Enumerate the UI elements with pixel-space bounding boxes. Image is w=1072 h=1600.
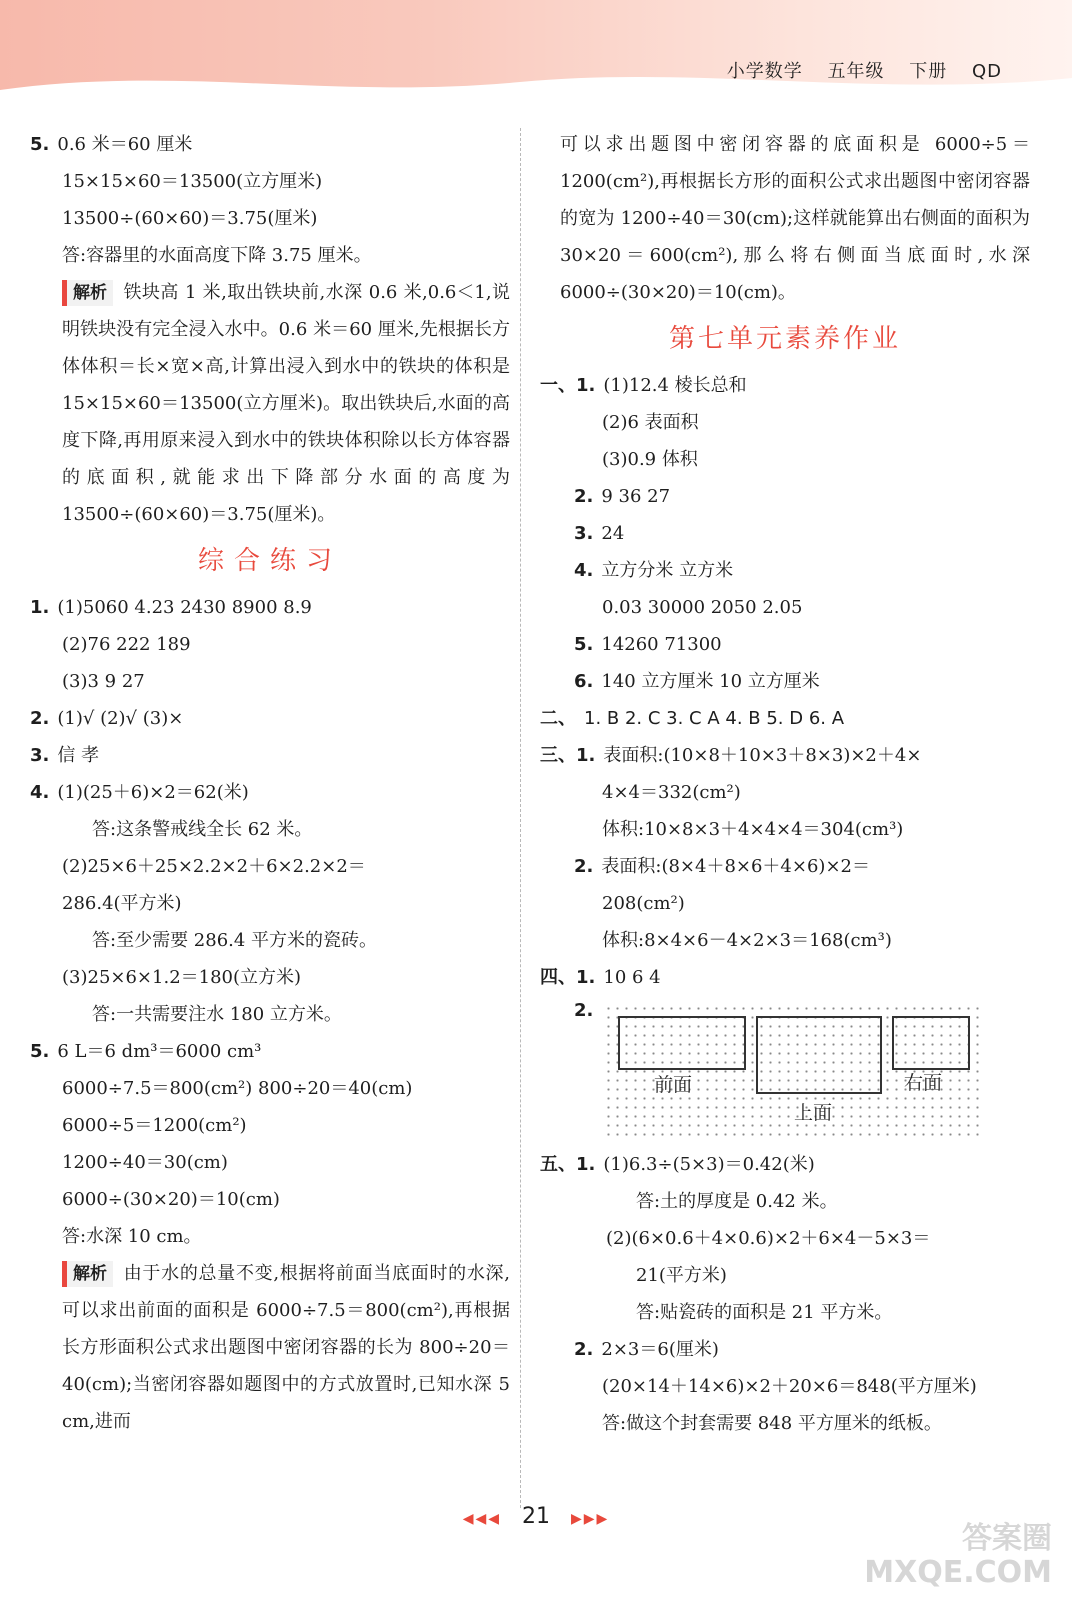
dot-grid (604, 1004, 984, 1136)
analysis-text: 由于水的总量不变,根据将前面当底面时的水深,可以求出前面的面积是 6000÷7.5＝800(cm²),再根据长方形面积公式求出题图中密闭容器的长为 800÷20＝40(cm);当密闭容器如题图中的方式放置时,已知水深 5 cm,进而 (62, 1263, 510, 1432)
answer-line: 答:一共需要注水 180 立方米。 (92, 1004, 342, 1025)
answer-line: (2)76 222 189 (62, 634, 191, 655)
analysis-continued: 可以求出题图中密闭容器的底面积是 6000÷5＝1200(cm²),再根据长方形的面积公式求出题图中密闭容器的宽为 1200÷40＝30(cm);这样就能算出右侧面的面积为 30×20＝600(cm²),那么将右侧面当底面时,水深 6000÷(30×20)＝10(cm)。 (560, 134, 1030, 303)
subject-label: 小学数学 五年级 下册 QD (726, 61, 1002, 82)
front-view-rect (618, 1016, 746, 1070)
answer-line: 15×15×60＝13500(立方厘米) (62, 171, 323, 192)
answer-line: 6000÷7.5＝800(cm²) 800÷20＝40(cm) (62, 1078, 413, 1099)
item-number: 2. (574, 486, 594, 507)
answer-line: 立方分米 立方米 (601, 560, 734, 581)
answer-line: (20×14＋14×6)×2＋20×6＝848(平方厘米) (602, 1376, 977, 1397)
answer-line: 208(cm²) (602, 893, 685, 914)
answer-line: (1)12.4 棱长总和 (603, 375, 747, 396)
answer-line: 答:做这个封套需要 848 平方厘米的纸板。 (602, 1413, 942, 1434)
answer-line: (2)25×6＋25×2.2×2＋6×2.2×2＝ (62, 856, 366, 877)
answer-line: 答:容器里的水面高度下降 3.75 厘米。 (62, 245, 372, 266)
item-number: 5. (574, 634, 594, 655)
answer-line: 14260 71300 (601, 634, 722, 655)
item-number: 5. (30, 134, 50, 155)
answer-line: 答:土的厚度是 0.42 米。 (636, 1191, 838, 1212)
next-arrows-icon: ▶▶▶ (571, 1511, 610, 1527)
answer-line: 体积:8×4×6－4×2×3＝168(cm³) (602, 930, 892, 951)
right-view-label: 右面 (904, 1072, 943, 1094)
item-number: 二、 (540, 708, 576, 729)
answer-line: 140 立方厘米 10 立方厘米 (601, 671, 820, 692)
answer-line: 答:至少需要 286.4 平方米的瓷砖。 (92, 930, 378, 951)
answer-line: 表面积:(8×4＋8×6＋4×6)×2＝ (601, 856, 870, 877)
right-column (540, 126, 1030, 1442)
answer-line: 2×3＝6(厘米) (601, 1339, 719, 1360)
right-view-rect (892, 1016, 970, 1070)
answer-line: (1)√ (2)√ (3)× (57, 708, 184, 729)
item-number: 一、1. (540, 375, 596, 396)
analysis-text: 铁块高 1 米,取出铁块前,水深 0.6 米,0.6＜1,说明铁块没有完全浸入水中。0.6 米＝60 厘米,先根据长方体体积＝长×宽×高,计算出浸入到水中的铁块的体积是 15×15×60＝13500(立方厘米)。取出铁块后,水面的高度下降,再用原来浸入到水中的铁块体积除以长方体容器的底面积,就能求出下降部分水面的高度为 13500÷(60×60)＝3.75(厘米)。 (62, 282, 510, 525)
top-view-label: 上面 (794, 1102, 833, 1124)
item-number: 五、1. (540, 1154, 596, 1175)
answer-line: 9 36 27 (601, 486, 671, 507)
item-number: 5. (30, 1041, 50, 1062)
page-number: 21 (522, 1504, 550, 1529)
analysis-paragraph (30, 274, 510, 533)
answer-line: 10 6 4 (603, 967, 661, 988)
answer-line: 答:贴瓷砖的面积是 21 平方米。 (636, 1302, 893, 1323)
watermark-line: MXQE.COM (864, 1555, 1052, 1590)
answer-line: (3)0.9 体积 (602, 449, 698, 470)
answer-line: (2)6 表面积 (602, 412, 699, 433)
item-number: 2. (30, 708, 50, 729)
answer-line: 24 (601, 523, 625, 544)
item-number: 4. (574, 560, 594, 581)
answer-line: 6000÷5＝1200(cm²) (62, 1115, 247, 1136)
answer-line: 6 L＝6 dm³＝6000 cm³ (57, 1041, 262, 1062)
analysis-label: 解析 (62, 280, 113, 306)
column-divider (520, 128, 521, 1508)
answer-line: 1. B 2. C 3. C A 4. B 5. D 6. A (584, 708, 845, 729)
answer-line: 13500÷(60×60)＝3.75(厘米) (62, 208, 318, 229)
item-number: 2. (574, 856, 594, 877)
answer-line: 表面积:(10×8＋10×3＋8×3)×2＋4× (603, 745, 922, 766)
top-view-rect (756, 1016, 882, 1094)
analysis-label: 解析 (62, 1261, 113, 1287)
item-number: 1. (30, 597, 50, 618)
watermark (864, 1522, 1052, 1590)
analysis-paragraph (30, 1255, 510, 1440)
answer-line: 1200÷40＝30(cm) (62, 1152, 228, 1173)
answer-line: 答:水深 10 cm。 (62, 1226, 202, 1247)
answer-line: 21(平方米) (636, 1265, 727, 1286)
watermark-line: 答案圈 (962, 1521, 1052, 1556)
prev-arrows-icon: ◀◀◀ (462, 1511, 501, 1527)
answer-line: (1)6.3÷(5×3)＝0.42(米) (603, 1154, 815, 1175)
answer-line: 0.6 米＝60 厘米 (57, 134, 193, 155)
answer-line: 286.4(平方米) (62, 893, 182, 914)
item-number: 2. (574, 1339, 594, 1360)
answer-line: 信 孝 (57, 745, 100, 766)
answer-line: 体积:10×8×3＋4×4×4＝304(cm³) (602, 819, 904, 840)
item-number: 6. (574, 671, 594, 692)
answer-line: (3)25×6×1.2＝180(立方米) (62, 967, 302, 988)
answer-line: (2)(6×0.6＋4×0.6)×2＋6×4－5×3＝ (606, 1228, 931, 1249)
answer-line: 0.03 30000 2050 2.05 (602, 597, 803, 618)
three-view-figure (540, 996, 1030, 1146)
answer-line: 答:这条警戒线全长 62 米。 (92, 819, 313, 840)
answer-line: (3)3 9 27 (62, 671, 145, 692)
front-view-label: 前面 (654, 1074, 693, 1096)
left-column (30, 126, 510, 1440)
section-title: 综合练习 (197, 546, 342, 576)
answer-line: 6000÷(30×20)＝10(cm) (62, 1189, 280, 1210)
item-number: 4. (30, 782, 50, 803)
item-number: 四、1. (540, 967, 596, 988)
answer-line: (1)(25＋6)×2＝62(米) (57, 782, 249, 803)
item-number: 2. (574, 1000, 594, 1021)
item-number: 3. (574, 523, 594, 544)
answer-line: (1)5060 4.23 2430 8900 8.9 (57, 597, 312, 618)
item-number: 三、1. (540, 745, 596, 766)
item-number: 3. (30, 745, 50, 766)
section-title: 第七单元素养作业 (668, 324, 901, 354)
answer-line: 4×4＝332(cm²) (602, 782, 741, 803)
